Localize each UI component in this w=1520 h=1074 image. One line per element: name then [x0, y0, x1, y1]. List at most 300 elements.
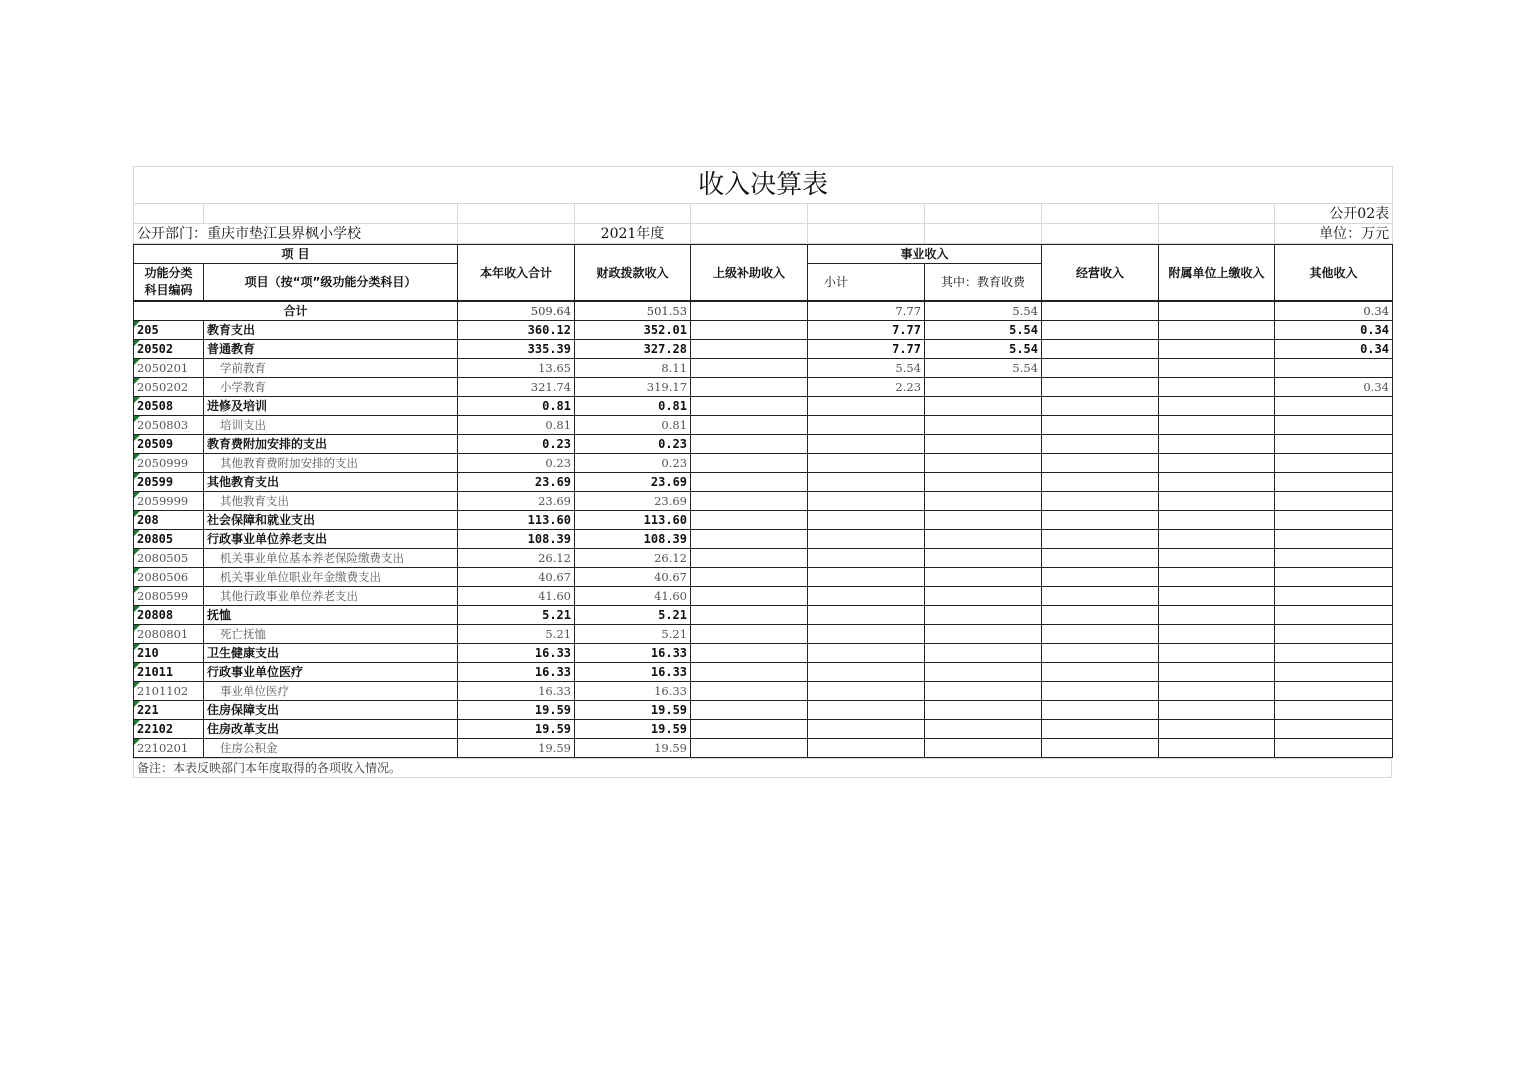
- row-cell-fiscal: 319.17: [575, 378, 691, 397]
- row-cell-other: [1275, 359, 1393, 378]
- table-row: [134, 321, 1393, 340]
- row-cell-fiscal: 352.01: [575, 321, 691, 340]
- row-code: 2059999: [134, 492, 204, 511]
- table-row: [134, 587, 1393, 606]
- row-cell-aff: [1159, 568, 1275, 587]
- table-row: [134, 378, 1393, 397]
- table-row: [134, 359, 1393, 378]
- row-cell-other: [1275, 701, 1393, 720]
- row-cell-fiscal: 0.23: [575, 454, 691, 473]
- row-cell-op: [1042, 473, 1159, 492]
- row-cell-superior: [691, 682, 808, 701]
- row-cell-edu: [925, 587, 1042, 606]
- row-code: 2080505: [134, 549, 204, 568]
- row-cell-sub: [808, 606, 925, 625]
- row-cell-total: 26.12: [458, 549, 575, 568]
- row-code: 2210201: [134, 739, 204, 758]
- row-cell-total: 321.74: [458, 378, 575, 397]
- row-cell-sub: [808, 530, 925, 549]
- row-code: 20808: [134, 606, 204, 625]
- row-cell-fiscal: 23.69: [575, 473, 691, 492]
- row-cell-superior: [691, 378, 808, 397]
- row-code: 2080506: [134, 568, 204, 587]
- cell-marker-icon: [134, 644, 140, 650]
- header-business-group: 事业收入: [808, 245, 1042, 264]
- row-code: 208: [134, 511, 204, 530]
- row-cell-superior: [691, 359, 808, 378]
- row-cell-op: [1042, 416, 1159, 435]
- row-cell-edu: [925, 397, 1042, 416]
- row-cell-sub: [808, 397, 925, 416]
- cell-marker-icon: [134, 511, 140, 517]
- row-cell-superior: [691, 701, 808, 720]
- row-cell-other: 0.34: [1275, 321, 1393, 340]
- row-name: 其他教育支出: [204, 473, 458, 492]
- row-cell-aff: [1159, 549, 1275, 568]
- cell-marker-icon: [134, 378, 140, 384]
- row-cell-op: [1042, 587, 1159, 606]
- row-cell-total: 41.60: [458, 587, 575, 606]
- table-row: [134, 720, 1393, 739]
- row-name: 机关事业单位基本养老保险缴费支出: [204, 549, 458, 568]
- header-superior: 上级补助收入: [691, 245, 808, 301]
- row-name: 培训支出: [204, 416, 458, 435]
- cell-marker-icon: [134, 682, 140, 688]
- row-cell-edu: [925, 473, 1042, 492]
- row-cell-superior: [691, 739, 808, 758]
- table-row: [134, 454, 1393, 473]
- header-affiliated: 附属单位上缴收入: [1159, 245, 1275, 301]
- cell-marker-icon: [134, 720, 140, 726]
- row-cell-total: 360.12: [458, 321, 575, 340]
- row-cell-superior: [691, 549, 808, 568]
- row-code: 2101102: [134, 682, 204, 701]
- row-name: 进修及培训: [204, 397, 458, 416]
- row-cell-superior: [691, 454, 808, 473]
- table-row: [134, 663, 1393, 682]
- row-cell-edu: [925, 549, 1042, 568]
- row-cell-fiscal: 108.39: [575, 530, 691, 549]
- row-cell-op: [1042, 625, 1159, 644]
- row-cell-other: [1275, 397, 1393, 416]
- row-code: 20509: [134, 435, 204, 454]
- row-cell-superior: [691, 720, 808, 739]
- row-cell-superior: [691, 568, 808, 587]
- cell-marker-icon: [134, 625, 140, 631]
- total-cell-edu: 5.54: [925, 302, 1042, 321]
- row-cell-edu: [925, 720, 1042, 739]
- row-cell-op: [1042, 530, 1159, 549]
- row-cell-aff: [1159, 416, 1275, 435]
- row-cell-total: 335.39: [458, 340, 575, 359]
- unit-label: 单位：万元: [1275, 224, 1393, 244]
- row-cell-total: 5.21: [458, 625, 575, 644]
- cell-marker-icon: [134, 549, 140, 555]
- cell-marker-icon: [134, 587, 140, 593]
- row-cell-edu: 5.54: [925, 340, 1042, 359]
- row-cell-op: [1042, 397, 1159, 416]
- row-cell-edu: 5.54: [925, 359, 1042, 378]
- row-cell-superior: [691, 511, 808, 530]
- row-cell-sub: 7.77: [808, 321, 925, 340]
- row-cell-sub: 5.54: [808, 359, 925, 378]
- row-name: 住房公积金: [204, 739, 458, 758]
- row-cell-aff: [1159, 625, 1275, 644]
- row-cell-sub: [808, 473, 925, 492]
- table-note: 备注：本表反映部门本年度取得的各项收入情况。: [134, 759, 1392, 778]
- row-name: 其他行政事业单位养老支出: [204, 587, 458, 606]
- row-cell-fiscal: 19.59: [575, 701, 691, 720]
- header-code: 功能分类 科目编码: [134, 264, 204, 301]
- row-cell-fiscal: 8.11: [575, 359, 691, 378]
- row-cell-fiscal: 0.81: [575, 397, 691, 416]
- row-cell-edu: [925, 511, 1042, 530]
- row-cell-other: [1275, 454, 1393, 473]
- row-cell-total: 23.69: [458, 492, 575, 511]
- row-cell-fiscal: 5.21: [575, 625, 691, 644]
- row-cell-aff: [1159, 473, 1275, 492]
- row-cell-fiscal: 19.59: [575, 720, 691, 739]
- table-row: [134, 606, 1393, 625]
- row-cell-sub: [808, 663, 925, 682]
- row-cell-aff: [1159, 644, 1275, 663]
- row-cell-total: 113.60: [458, 511, 575, 530]
- row-cell-aff: [1159, 739, 1275, 758]
- total-cell-total: 509.64: [458, 302, 575, 321]
- row-cell-edu: [925, 625, 1042, 644]
- row-cell-total: 5.21: [458, 606, 575, 625]
- row-cell-aff: [1159, 606, 1275, 625]
- total-cell-sub: 7.77: [808, 302, 925, 321]
- table-body: [133, 301, 1393, 758]
- row-cell-other: [1275, 568, 1393, 587]
- row-cell-sub: [808, 739, 925, 758]
- row-cell-sub: 7.77: [808, 340, 925, 359]
- row-cell-edu: [925, 568, 1042, 587]
- row-name: 行政事业单位医疗: [204, 663, 458, 682]
- row-cell-edu: [925, 739, 1042, 758]
- row-cell-fiscal: 40.67: [575, 568, 691, 587]
- cell-marker-icon: [134, 473, 140, 479]
- row-cell-op: [1042, 720, 1159, 739]
- table-row: [134, 701, 1393, 720]
- department: 公开部门：重庆市垫江县界枫小学校: [134, 224, 458, 244]
- fiscal-year: 2021年度: [575, 224, 691, 244]
- row-cell-other: [1275, 435, 1393, 454]
- cell-marker-icon: [134, 606, 140, 612]
- table-row: [134, 435, 1393, 454]
- form-number: 公开02表: [1275, 204, 1393, 224]
- row-cell-aff: [1159, 587, 1275, 606]
- cell-marker-icon: [134, 701, 140, 707]
- row-name: 社会保障和就业支出: [204, 511, 458, 530]
- row-cell-sub: [808, 549, 925, 568]
- row-name: 机关事业单位职业年金缴费支出: [204, 568, 458, 587]
- total-cell-other: 0.34: [1275, 302, 1393, 321]
- row-cell-edu: [925, 378, 1042, 397]
- row-cell-fiscal: 5.21: [575, 606, 691, 625]
- table-row: [134, 530, 1393, 549]
- row-cell-aff: [1159, 340, 1275, 359]
- row-cell-total: 23.69: [458, 473, 575, 492]
- row-cell-edu: [925, 682, 1042, 701]
- total-cell-fiscal: 501.53: [575, 302, 691, 321]
- total-row: [134, 302, 1393, 321]
- cell-marker-icon: [134, 492, 140, 498]
- row-cell-op: [1042, 739, 1159, 758]
- row-cell-other: [1275, 416, 1393, 435]
- row-cell-op: [1042, 454, 1159, 473]
- table-row: [134, 397, 1393, 416]
- row-cell-sub: [808, 568, 925, 587]
- row-cell-superior: [691, 625, 808, 644]
- row-cell-fiscal: 23.69: [575, 492, 691, 511]
- row-code: 205: [134, 321, 204, 340]
- row-cell-sub: [808, 511, 925, 530]
- row-name: 事业单位医疗: [204, 682, 458, 701]
- row-name: 行政事业单位养老支出: [204, 530, 458, 549]
- row-cell-fiscal: 0.81: [575, 416, 691, 435]
- row-cell-op: [1042, 606, 1159, 625]
- row-cell-edu: [925, 454, 1042, 473]
- row-cell-aff: [1159, 701, 1275, 720]
- row-cell-sub: [808, 644, 925, 663]
- row-code: 2050803: [134, 416, 204, 435]
- row-cell-sub: [808, 701, 925, 720]
- table-header: [133, 244, 1393, 301]
- row-name: 抚恤: [204, 606, 458, 625]
- row-name: 学前教育: [204, 359, 458, 378]
- row-cell-sub: [808, 416, 925, 435]
- table-row: [134, 340, 1393, 359]
- row-cell-edu: [925, 663, 1042, 682]
- row-name: 小学教育: [204, 378, 458, 397]
- row-cell-sub: [808, 492, 925, 511]
- row-cell-op: [1042, 435, 1159, 454]
- cell-marker-icon: [134, 530, 140, 536]
- row-cell-other: [1275, 682, 1393, 701]
- row-cell-edu: [925, 416, 1042, 435]
- row-name: 教育费附加安排的支出: [204, 435, 458, 454]
- row-cell-aff: [1159, 435, 1275, 454]
- row-cell-op: [1042, 568, 1159, 587]
- row-name: 其他教育支出: [204, 492, 458, 511]
- header-other: 其他收入: [1275, 245, 1393, 301]
- row-name: 其他教育费附加安排的支出: [204, 454, 458, 473]
- row-cell-op: [1042, 359, 1159, 378]
- cell-marker-icon: [134, 321, 140, 327]
- row-cell-aff: [1159, 397, 1275, 416]
- total-cell-op: [1042, 302, 1159, 321]
- row-cell-op: [1042, 340, 1159, 359]
- total-cell-aff: [1159, 302, 1275, 321]
- row-cell-aff: [1159, 321, 1275, 340]
- row-code: 2080801: [134, 625, 204, 644]
- row-code: 21011: [134, 663, 204, 682]
- row-cell-superior: [691, 435, 808, 454]
- header-name: 项目（按“项”级功能分类科目）: [204, 264, 458, 301]
- row-cell-op: [1042, 663, 1159, 682]
- row-cell-op: [1042, 549, 1159, 568]
- row-cell-other: [1275, 530, 1393, 549]
- table-title: 收入决算表: [134, 167, 1393, 204]
- row-cell-other: [1275, 587, 1393, 606]
- row-cell-other: [1275, 625, 1393, 644]
- row-cell-total: 0.81: [458, 416, 575, 435]
- row-cell-superior: [691, 530, 808, 549]
- header-item-group: 项 目: [134, 245, 458, 264]
- row-cell-aff: [1159, 663, 1275, 682]
- row-cell-op: [1042, 492, 1159, 511]
- note-table: [133, 758, 1392, 778]
- row-cell-aff: [1159, 720, 1275, 739]
- row-cell-other: [1275, 644, 1393, 663]
- table-row: [134, 511, 1393, 530]
- row-cell-edu: [925, 530, 1042, 549]
- header-subtotal: 小计: [808, 264, 925, 301]
- row-code: 2050202: [134, 378, 204, 397]
- income-statement-sheet: [133, 166, 1392, 778]
- row-cell-other: [1275, 549, 1393, 568]
- header-operating: 经营收入: [1042, 245, 1159, 301]
- table-row: [134, 416, 1393, 435]
- row-cell-other: [1275, 511, 1393, 530]
- row-cell-fiscal: 327.28: [575, 340, 691, 359]
- row-cell-edu: [925, 492, 1042, 511]
- table-row: [134, 473, 1393, 492]
- row-cell-sub: [808, 454, 925, 473]
- row-cell-edu: [925, 644, 1042, 663]
- row-cell-op: [1042, 682, 1159, 701]
- row-cell-fiscal: 41.60: [575, 587, 691, 606]
- table-row: [134, 682, 1393, 701]
- row-cell-edu: [925, 606, 1042, 625]
- row-cell-other: [1275, 606, 1393, 625]
- row-cell-superior: [691, 587, 808, 606]
- row-name: 教育支出: [204, 321, 458, 340]
- row-cell-aff: [1159, 511, 1275, 530]
- table-row: [134, 644, 1393, 663]
- row-cell-other: [1275, 473, 1393, 492]
- row-cell-total: 19.59: [458, 720, 575, 739]
- row-code: 20508: [134, 397, 204, 416]
- row-cell-superior: [691, 492, 808, 511]
- row-cell-total: 108.39: [458, 530, 575, 549]
- row-cell-other: [1275, 720, 1393, 739]
- cell-marker-icon: [134, 435, 140, 441]
- row-cell-aff: [1159, 454, 1275, 473]
- row-cell-fiscal: 16.33: [575, 682, 691, 701]
- row-cell-sub: [808, 587, 925, 606]
- total-label: 合计: [134, 302, 458, 321]
- row-code: 20599: [134, 473, 204, 492]
- row-cell-total: 0.23: [458, 454, 575, 473]
- row-cell-aff: [1159, 359, 1275, 378]
- row-cell-fiscal: 26.12: [575, 549, 691, 568]
- row-code: 2050201: [134, 359, 204, 378]
- row-cell-superior: [691, 416, 808, 435]
- row-cell-other: [1275, 492, 1393, 511]
- row-cell-total: 16.33: [458, 663, 575, 682]
- row-code: 2080599: [134, 587, 204, 606]
- row-cell-other: 0.34: [1275, 340, 1393, 359]
- row-cell-sub: [808, 435, 925, 454]
- row-code: 210: [134, 644, 204, 663]
- row-cell-fiscal: 113.60: [575, 511, 691, 530]
- row-cell-superior: [691, 340, 808, 359]
- row-cell-superior: [691, 321, 808, 340]
- row-cell-aff: [1159, 682, 1275, 701]
- row-code: 22102: [134, 720, 204, 739]
- row-cell-sub: [808, 720, 925, 739]
- row-cell-aff: [1159, 378, 1275, 397]
- table-row: [134, 549, 1393, 568]
- row-code: 221: [134, 701, 204, 720]
- cell-marker-icon: [134, 359, 140, 365]
- row-cell-sub: [808, 682, 925, 701]
- row-code: 20502: [134, 340, 204, 359]
- row-code: 2050999: [134, 454, 204, 473]
- row-cell-superior: [691, 606, 808, 625]
- header-edu-fee: 其中：教育收费: [925, 264, 1042, 301]
- cell-marker-icon: [134, 397, 140, 403]
- row-cell-total: 0.81: [458, 397, 575, 416]
- cell-marker-icon: [134, 454, 140, 460]
- row-cell-fiscal: 16.33: [575, 644, 691, 663]
- row-cell-sub: [808, 625, 925, 644]
- row-cell-total: 16.33: [458, 644, 575, 663]
- row-cell-total: 40.67: [458, 568, 575, 587]
- row-cell-fiscal: 16.33: [575, 663, 691, 682]
- row-cell-op: [1042, 378, 1159, 397]
- row-cell-op: [1042, 644, 1159, 663]
- income-table: [133, 166, 1393, 244]
- table-row: [134, 625, 1393, 644]
- row-cell-other: [1275, 739, 1393, 758]
- total-cell-superior: [691, 302, 808, 321]
- table-row: [134, 492, 1393, 511]
- row-name: 死亡抚恤: [204, 625, 458, 644]
- row-cell-aff: [1159, 492, 1275, 511]
- row-cell-total: 19.59: [458, 701, 575, 720]
- row-cell-op: [1042, 321, 1159, 340]
- row-cell-aff: [1159, 530, 1275, 549]
- cell-marker-icon: [134, 416, 140, 422]
- row-cell-fiscal: 19.59: [575, 739, 691, 758]
- row-cell-superior: [691, 644, 808, 663]
- row-cell-total: 0.23: [458, 435, 575, 454]
- row-cell-op: [1042, 511, 1159, 530]
- row-cell-superior: [691, 397, 808, 416]
- row-name: 卫生健康支出: [204, 644, 458, 663]
- row-cell-total: 13.65: [458, 359, 575, 378]
- cell-marker-icon: [134, 739, 140, 745]
- row-cell-edu: [925, 435, 1042, 454]
- row-code: 20805: [134, 530, 204, 549]
- row-cell-superior: [691, 663, 808, 682]
- row-cell-total: 16.33: [458, 682, 575, 701]
- row-name: 住房保障支出: [204, 701, 458, 720]
- header-fiscal: 财政拨款收入: [575, 245, 691, 301]
- row-cell-total: 19.59: [458, 739, 575, 758]
- header-total: 本年收入合计: [458, 245, 575, 301]
- row-name: 普通教育: [204, 340, 458, 359]
- row-name: 住房改革支出: [204, 720, 458, 739]
- row-cell-sub: 2.23: [808, 378, 925, 397]
- row-cell-other: [1275, 663, 1393, 682]
- table-row: [134, 739, 1393, 758]
- cell-marker-icon: [134, 568, 140, 574]
